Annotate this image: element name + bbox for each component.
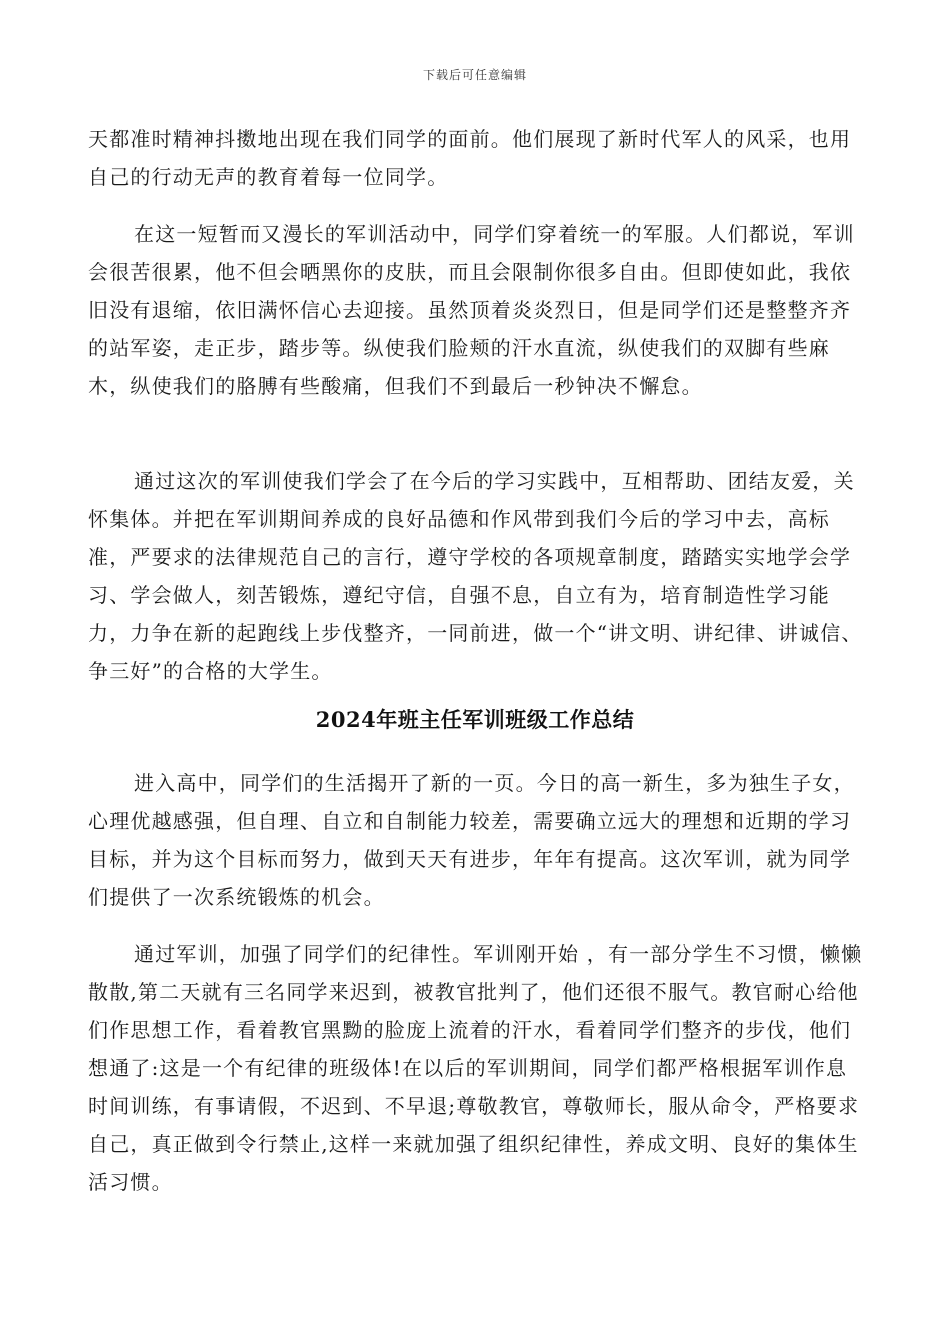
paragraph-continuation <box>88 120 868 196</box>
paragraph-training-lessons <box>88 462 868 690</box>
header-note: 下载后可任意编辑 <box>422 68 527 82</box>
paragraph-text: 通过军训，加强了同学们的纪律性。军训刚开始 ，有一部分学生不习惯，懒懒散散,第二天就有三名同学来迟到，被教官批判了，他们还很不服气。教官耐心给他们作思想工作，看着教官黑黝的脸庞上流着的汗水，看着同学们整齐的步伐，他们想通了:这是一个有纪律的班级体!在以后的军训期间，同学们都严格根据军训作息时间训练，有事请假，不迟到、不早退;尊敬教官，尊敬师长，服从命令，严格要求自己，真正做到令行禁止,这样一来就加强了组织纪律性，养成文明、良好的集体生活习惯。 <box>88 942 863 1194</box>
section-heading: 2024年班主任军训班级工作总结 <box>315 707 635 732</box>
paragraph-text: 天都准时精神抖擞地出现在我们同学的面前。他们展现了新时代军人的风采，也用自己的行动无声的教育着每一位同学。 <box>88 127 852 189</box>
paragraph-text: 在这一短暂而又漫长的军训活动中，同学们穿着统一的军服。人们都说，军训会很苦很累，他不但会晒黑你的皮肤，而且会限制你很多自由。但即使如此，我依旧没有退缩，依旧满怀信心去迎接。虽然顶着炎炎烈日，但是同学们还是整整齐齐的站军姿，走正步，踏步等。纵使我们脸颊的汗水直流，纵使我们的双脚有些麻木，纵使我们的胳膊有些酸痛，但我们不到最后一秒钟决不懈怠。 <box>88 222 855 398</box>
paragraph-text: 通过这次的军训使我们学会了在今后的学习实践中，互相帮助、团结友爱，关怀集体。并把在军训期间养成的良好品德和作风带到我们今后的学习中去，高标准，严要求的法律规范自己的言行，遵守学校的各项规章制度，踏踏实实地学会学习、学会做人，刻苦锻炼，遵纪守信，自强不息，自立有为，培育制造性学习能力，力争在新的起跑线上步伐整齐，一同前进，做一个“讲文明、讲纪律、讲诚信、争三好”的合格的大学生。 <box>88 469 863 683</box>
paragraph-discipline <box>88 935 868 1201</box>
paragraph-training-hardship <box>88 215 868 405</box>
paragraph-text: 进入高中，同学们的生活揭开了新的一页。今日的高一新生，多为独生子女，心理优越感强，但自理、自立和自制能力较差，需要确立远大的理想和近期的学习目标，并为这个目标而努力，做到天天有进步，年年有提高。这次军训，就为同学们提供了一次系统锻炼的机会。 <box>88 771 855 909</box>
paragraph-high-school-intro <box>88 764 868 916</box>
